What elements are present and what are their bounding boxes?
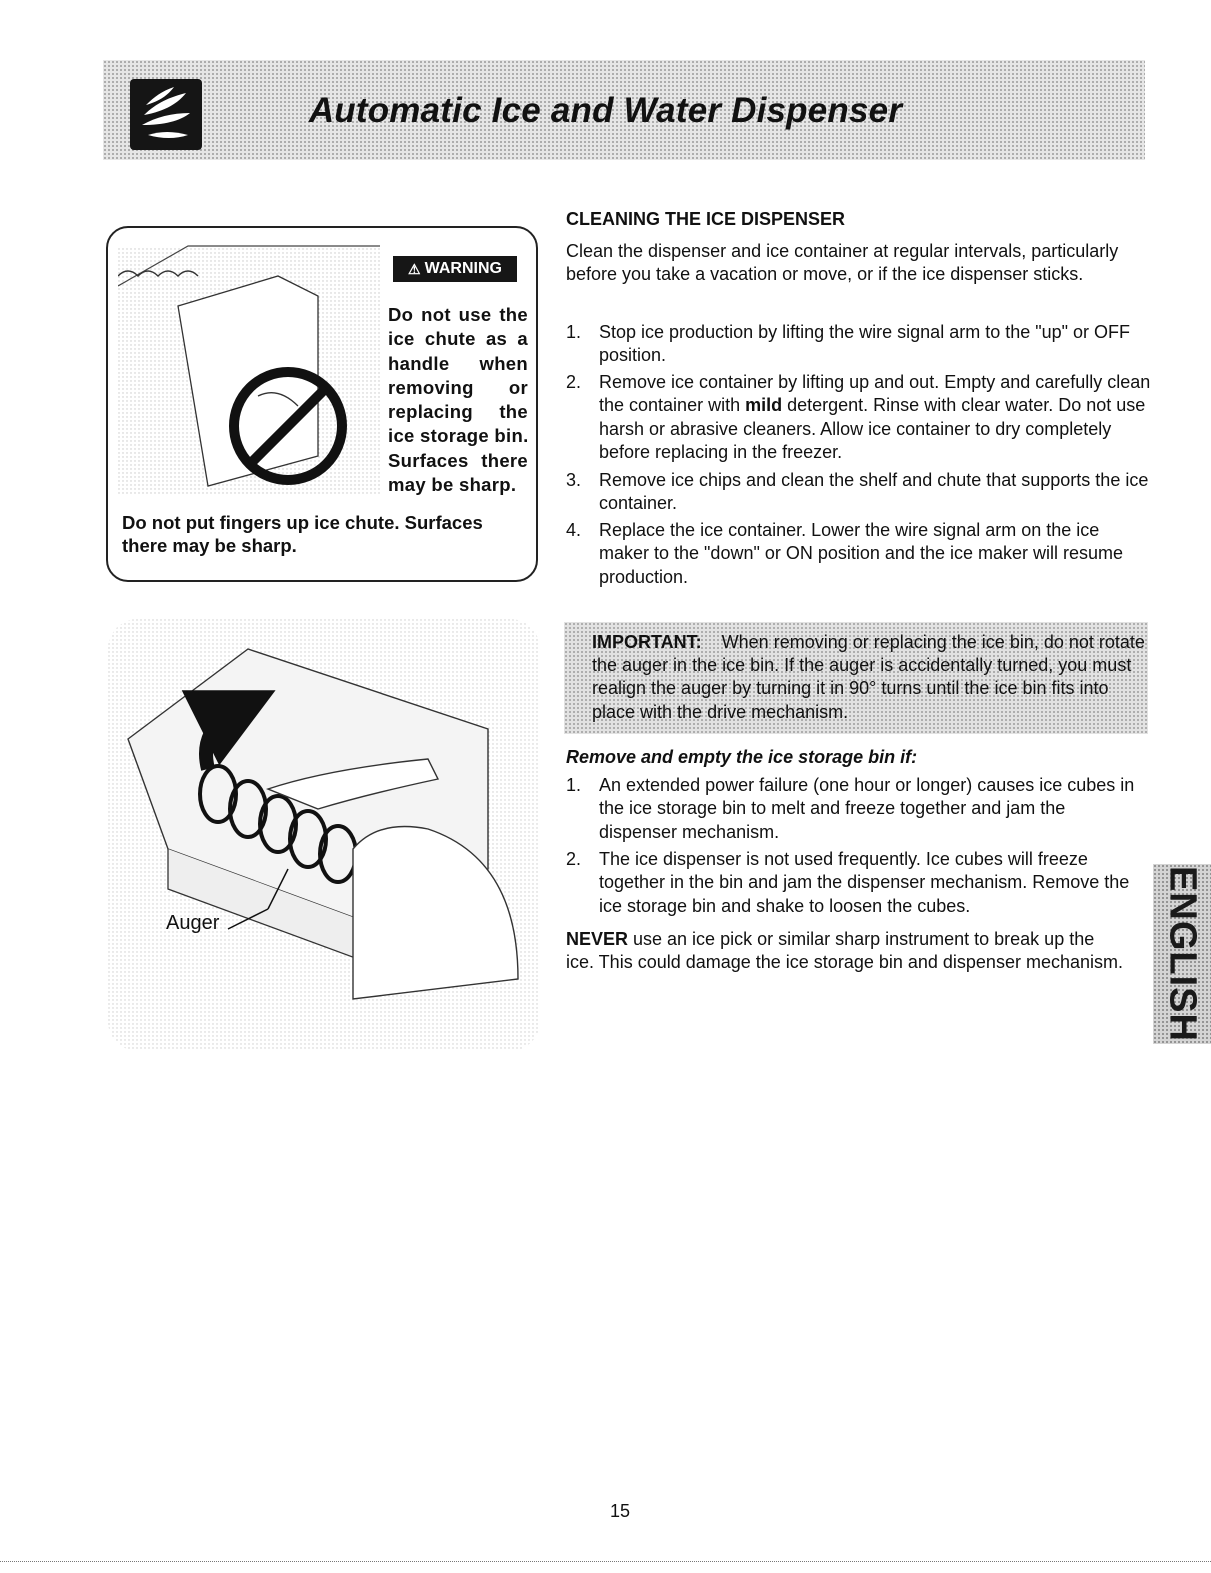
cleaning-heading: CLEANING THE ICE DISPENSER bbox=[566, 209, 846, 229]
warning-line: removing or bbox=[388, 376, 528, 398]
step-number: 3. bbox=[566, 470, 582, 490]
item-number: 1. bbox=[566, 775, 582, 795]
important-note bbox=[592, 631, 1152, 724]
step-text: Replace the ice container. Lower the wire signal arm on the ice maker to the "down" or ON position and the ice maker will resume production. bbox=[599, 520, 1124, 587]
step-number: 1. bbox=[566, 322, 582, 342]
important-label: IMPORTANT: bbox=[592, 632, 702, 652]
page-number: 15 bbox=[609, 1501, 631, 1521]
important-text: When removing or replacing the ice bin, do not rotate the auger in the ice bin. If the auger is accidentally turned, you must realign the auger by turning it in 90° turns until the ice bin fits into place with the drive mechanism. bbox=[592, 632, 1145, 722]
warning-line: handle when bbox=[388, 352, 528, 374]
warning-line: Do not use the bbox=[388, 304, 528, 325]
step-number: 4. bbox=[566, 520, 582, 540]
warning-text bbox=[388, 303, 528, 497]
step-text: Stop ice production by lifting the wire signal arm to the "up" or OFF position. bbox=[599, 322, 1131, 366]
never-emphasis: NEVER bbox=[566, 929, 629, 949]
step-text: Remove ice container by lifting up and out. Empty and carefully clean the container with mild detergent. Rinse with clear water. Do not use harsh or abrasive cleaners. Allow ice container to dry completely before replacing in the freezer. bbox=[599, 372, 1151, 462]
warning-line: replacing the bbox=[388, 401, 528, 423]
auger-label: Auger bbox=[166, 912, 220, 934]
step-number: 2. bbox=[566, 372, 582, 392]
warning-line: ice chute as a bbox=[388, 328, 528, 350]
language-tab-label: ENGLISH bbox=[1161, 866, 1204, 1042]
mild-emphasis: mild bbox=[745, 395, 783, 416]
never-warning: NEVER use an ice pick or similar sharp instrument to break up the ice. This could damage the ice storage bin and dispenser mechanism. bbox=[566, 929, 1123, 973]
warning-line: Surfaces there bbox=[388, 449, 528, 471]
auger-illustration bbox=[108, 619, 540, 1051]
warning-line: ice storage bin. bbox=[388, 425, 529, 447]
ice-chute-illustration bbox=[118, 236, 380, 508]
item-number: 2. bbox=[566, 849, 582, 869]
remove-bin-heading: Remove and empty the ice storage bin if: bbox=[566, 747, 918, 767]
warning-triangle-icon: ⚠ bbox=[408, 260, 421, 277]
step-text: Remove ice chips and clean the shelf and chute that supports the ice container. bbox=[599, 470, 1149, 514]
cleaning-intro: Clean the dispenser and ice container at regular intervals, particularly before you take a vacation or move, or if the ice dispenser sticks. bbox=[566, 241, 1119, 285]
item-text: The ice dispenser is not used frequently. Ice cubes will freeze together in the bin and jam the dispenser mechanism. Remove the ice storage bin and shake to loosen the cubes. bbox=[599, 849, 1130, 916]
warning-badge-label: WARNING bbox=[424, 260, 502, 277]
warning-line: may be sharp. bbox=[388, 474, 517, 496]
warning-badge bbox=[393, 256, 517, 282]
page-title: Automatic Ice and Water Dispenser bbox=[308, 91, 903, 130]
item-text: An extended power failure (one hour or longer) causes ice cubes in the ice storage bin to melt and freeze together and jam the dispenser mechanism. bbox=[599, 775, 1135, 842]
warning-caption: Do not put fingers up ice chute. Surfaces there may be sharp. bbox=[122, 512, 483, 556]
bottom-divider bbox=[0, 1561, 1211, 1562]
